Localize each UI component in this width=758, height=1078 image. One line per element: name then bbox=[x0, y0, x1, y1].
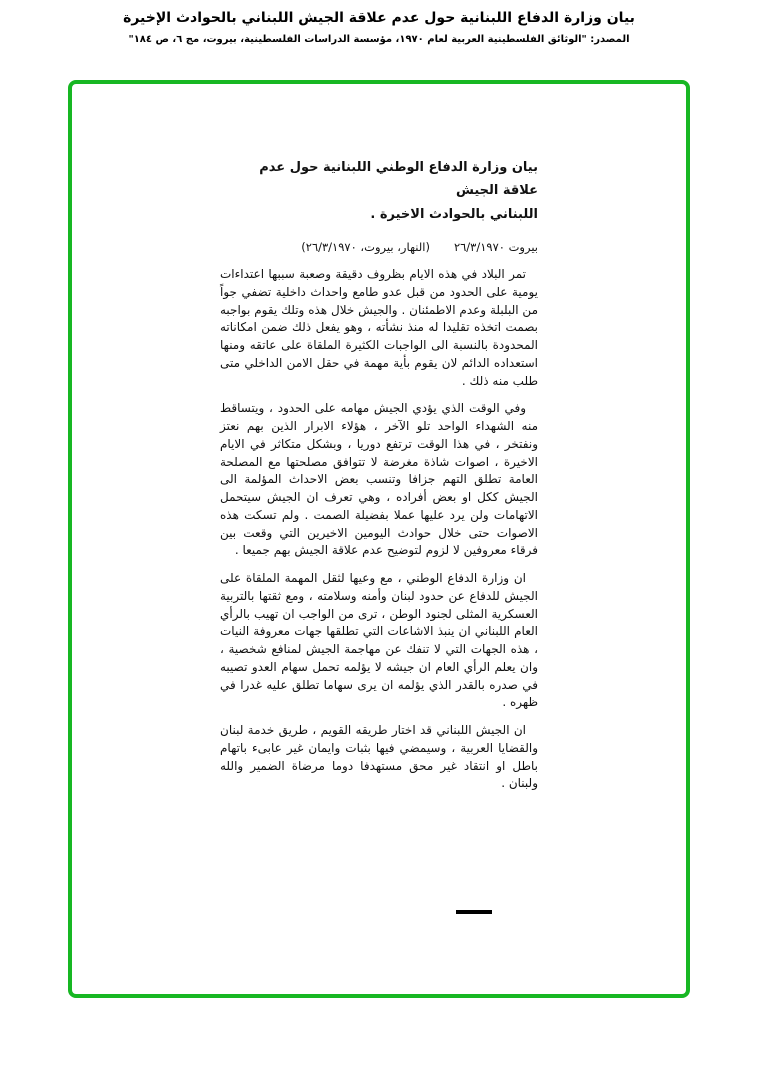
dateline-newspaper-ref: (النهار، بيروت، ٢٦/٣/١٩٧٠) bbox=[301, 240, 430, 255]
paragraph: ان الجيش اللبناني قد اختار طريقه القويم ، طريق خدمة لبنان والقضايا العربية ، وسيمضي فيها بثبات وايمان غير عابىء باتهام باطل او انتقاد غير محق مستهدفا دوما مرضاة الضمير والله ولبنان . bbox=[220, 723, 538, 791]
dateline bbox=[220, 240, 538, 254]
page-title: بيان وزارة الدفاع اللبنانية حول عدم علاقة الجيش اللبناني بالحوادث الإخيرة bbox=[123, 10, 635, 26]
dateline-place-date: بيروت ٢٦/٣/١٩٧٠ bbox=[453, 240, 538, 255]
page-header bbox=[0, 0, 758, 45]
paragraph: ان وزارة الدفاع الوطني ، مع وعيها لثقل المهمة الملقاة على الجيش للدفاع عن حدود لبنان وأمنه وسلامته ، ومع ثقتها بالتربية العسكرية المثلى لجنود الوطن ، ترى من الواجب ان تهيب بالرأي العام اللبناني ان ينبذ الاشاعات التي تطلقها جهات معروفة النيات ، هذه الجهات التي لا تنفك عن مهاجمة الجيش لمنافع شخصية ، وان يعلم الرأي العام ان جيشه لا يؤلمه تحمل سهام العدو تصيبه في صدره بالقدر الذي يؤلمه ان يرى سهاما تطلق عليه غدرا في ظهره . bbox=[220, 571, 538, 710]
document-title bbox=[220, 156, 538, 226]
document-title-line1: بيان وزارة الدفاع الوطني اللبنانية حول عدم علاقة الجيش bbox=[259, 160, 538, 199]
paragraph: تمر البلاد في هذه الايام بظروف دقيقة وصعبة سببها اعتداءات يومية على الحدود من قبل عدو طامع واحداث داخلية تضفي جواً من البلبلة وعدم الاطمئنان . والجيش خلال هذه وتلك يقوم بواجبه بصمت اتخذه تقليدا له منذ نشأته ، وهو يفعل ذلك ضمن امكاناته المحدودة بالنسبة الى الواجبات الكثيرة الملقاة على عاتقه ومنها استعداده الدائم لان يقوم بأية مهمة في حقل الامن الداخلي متى طلب منه ذلك . bbox=[220, 267, 538, 388]
source-citation: المصدر: "الوثائق الفلسطينية العربية لعام ١٩٧٠، مؤسسة الدراسات الفلسطينية، بيروت، مج ٦، ص ١٨٤" bbox=[128, 34, 630, 45]
document-text-column bbox=[220, 156, 538, 793]
document-title-line2: اللبناني بالحوادث الاخيرة . bbox=[370, 206, 538, 222]
signature-mark bbox=[456, 910, 492, 914]
scanned-document-frame bbox=[68, 80, 690, 998]
document-body bbox=[220, 266, 538, 793]
paragraph: وفي الوقت الذي يؤدي الجيش مهامه على الحدود ، ويتساقط منه الشهداء الواحد تلو الآخر ، هؤلاء الابرار الذين بهم نعتز ونفتخر ، في هذا الوقت ترتفع دوريا ، وبشكل متكاثر في الايام الاخيرة ، اصوات شاذة مغرضة لا تتوافق مصلحتها مع المصلحة العامة تطلق التهم جزافا وتنسب بعض الاحداث المؤلمة الى الجيش ككل او بعض أفراده ، وهي تعرف ان الجيش سيتحمل الاتهامات ولن يرد عليها عملا بفضيلة الصمت . ولم تسكت هذه الاصوات حتى خلال حوادث اليومين الاخيرين التي وقعت بين فرقاء معروفين لا لزوم لتوضيح عدم علاقة الجيش بهم جميعا . bbox=[220, 401, 538, 558]
